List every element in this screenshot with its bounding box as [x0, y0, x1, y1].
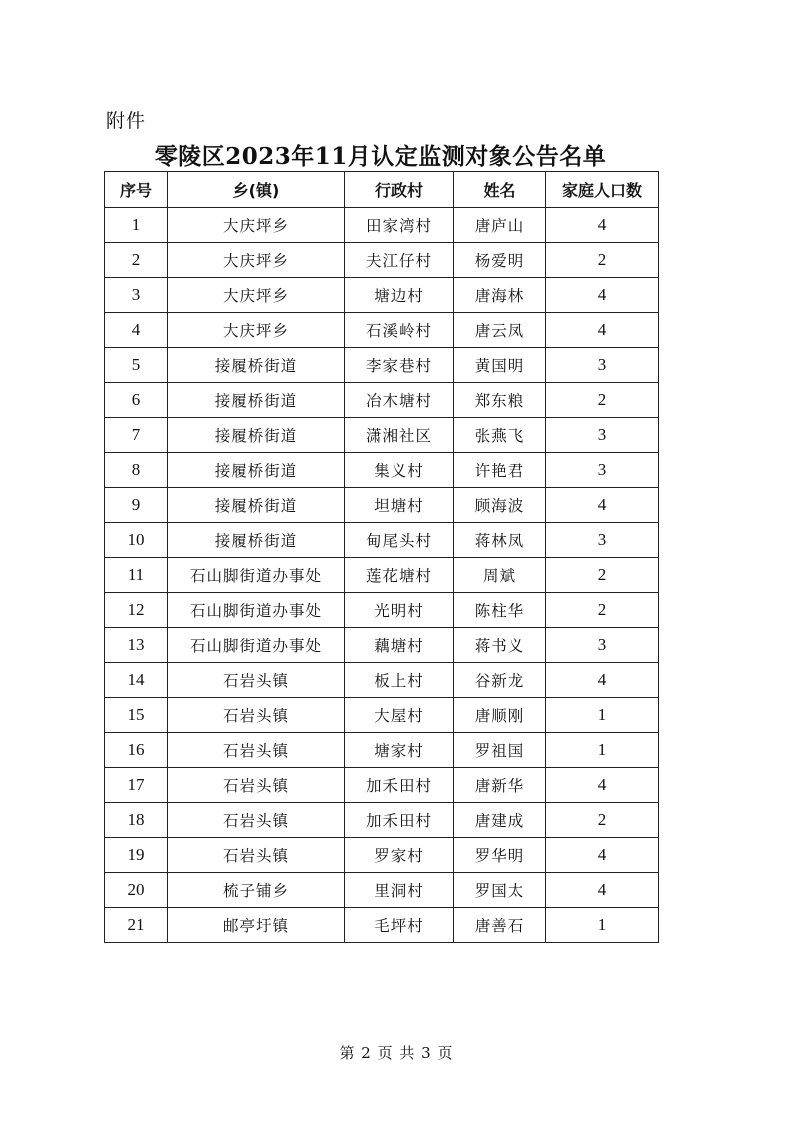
header-village: 行政村	[345, 172, 454, 208]
cell-household-size: 4	[546, 768, 659, 803]
cell-township: 接履桥街道	[168, 418, 345, 453]
cell-serial-number: 17	[105, 768, 168, 803]
table-row	[105, 768, 659, 803]
cell-household-size: 4	[546, 313, 659, 348]
cell-township: 石岩头镇	[168, 768, 345, 803]
cell-village: 塘家村	[345, 733, 454, 768]
cell-village: 板上村	[345, 663, 454, 698]
table-row	[105, 278, 659, 313]
cell-name: 罗祖国	[454, 733, 546, 768]
cell-village: 加禾田村	[345, 803, 454, 838]
cell-serial-number: 8	[105, 453, 168, 488]
cell-serial-number: 1	[105, 208, 168, 243]
cell-name: 唐庐山	[454, 208, 546, 243]
cell-township: 大庆坪乡	[168, 208, 345, 243]
cell-serial-number: 10	[105, 523, 168, 558]
cell-household-size: 4	[546, 278, 659, 313]
table-row	[105, 803, 659, 838]
table-body	[105, 208, 659, 943]
cell-village: 塘边村	[345, 278, 454, 313]
cell-household-size: 3	[546, 453, 659, 488]
cell-household-size: 1	[546, 908, 659, 943]
cell-township: 大庆坪乡	[168, 313, 345, 348]
cell-serial-number: 7	[105, 418, 168, 453]
cell-village: 潇湘社区	[345, 418, 454, 453]
cell-name: 顾海波	[454, 488, 546, 523]
table-row	[105, 243, 659, 278]
table-row	[105, 733, 659, 768]
cell-township: 石山脚街道办事处	[168, 593, 345, 628]
cell-household-size: 4	[546, 488, 659, 523]
cell-village: 大屋村	[345, 698, 454, 733]
cell-township: 石岩头镇	[168, 698, 345, 733]
cell-name: 郑东粮	[454, 383, 546, 418]
cell-serial-number: 13	[105, 628, 168, 663]
cell-serial-number: 21	[105, 908, 168, 943]
cell-serial-number: 2	[105, 243, 168, 278]
cell-household-size: 4	[546, 663, 659, 698]
cell-name: 张燕飞	[454, 418, 546, 453]
header-township: 乡(镇)	[168, 172, 345, 208]
cell-village: 罗家村	[345, 838, 454, 873]
cell-township: 石岩头镇	[168, 803, 345, 838]
table-row	[105, 628, 659, 663]
page-footer: 第 2 页 共 3 页	[339, 1044, 454, 1062]
cell-name: 罗国太	[454, 873, 546, 908]
cell-household-size: 1	[546, 733, 659, 768]
table-row	[105, 838, 659, 873]
cell-name: 唐云凤	[454, 313, 546, 348]
cell-township: 石岩头镇	[168, 838, 345, 873]
table-row	[105, 698, 659, 733]
document-title: 零陵区2023年11月认定监测对象公告名单	[154, 143, 607, 170]
cell-household-size: 4	[546, 208, 659, 243]
header-serial-number: 序号	[105, 172, 168, 208]
cell-township: 大庆坪乡	[168, 278, 345, 313]
cell-serial-number: 6	[105, 383, 168, 418]
cell-township: 石岩头镇	[168, 663, 345, 698]
cell-township: 石山脚街道办事处	[168, 558, 345, 593]
cell-township: 接履桥街道	[168, 453, 345, 488]
cell-township: 接履桥街道	[168, 523, 345, 558]
table-row	[105, 488, 659, 523]
cell-village: 集义村	[345, 453, 454, 488]
cell-township: 邮亭圩镇	[168, 908, 345, 943]
cell-serial-number: 20	[105, 873, 168, 908]
cell-name: 许艳君	[454, 453, 546, 488]
table-row	[105, 313, 659, 348]
cell-name: 周斌	[454, 558, 546, 593]
cell-name: 唐善石	[454, 908, 546, 943]
cell-household-size: 2	[546, 558, 659, 593]
cell-village: 里洞村	[345, 873, 454, 908]
cell-household-size: 3	[546, 418, 659, 453]
cell-name: 唐新华	[454, 768, 546, 803]
table-row	[105, 418, 659, 453]
cell-household-size: 1	[546, 698, 659, 733]
cell-serial-number: 4	[105, 313, 168, 348]
table-row	[105, 348, 659, 383]
cell-name: 唐海林	[454, 278, 546, 313]
cell-village: 石溪岭村	[345, 313, 454, 348]
cell-household-size: 3	[546, 628, 659, 663]
cell-household-size: 2	[546, 593, 659, 628]
cell-name: 唐顺刚	[454, 698, 546, 733]
cell-household-size: 2	[546, 243, 659, 278]
cell-township: 大庆坪乡	[168, 243, 345, 278]
cell-village: 藕塘村	[345, 628, 454, 663]
table-row	[105, 593, 659, 628]
header-name: 姓名	[454, 172, 546, 208]
cell-serial-number: 12	[105, 593, 168, 628]
attachment-label: 附件	[106, 110, 147, 132]
table-row	[105, 873, 659, 908]
cell-village: 光明村	[345, 593, 454, 628]
cell-name: 蒋书义	[454, 628, 546, 663]
cell-township: 石山脚街道办事处	[168, 628, 345, 663]
cell-village: 李家巷村	[345, 348, 454, 383]
cell-serial-number: 5	[105, 348, 168, 383]
cell-household-size: 4	[546, 838, 659, 873]
cell-name: 蒋林凤	[454, 523, 546, 558]
cell-serial-number: 19	[105, 838, 168, 873]
cell-household-size: 2	[546, 803, 659, 838]
cell-household-size: 2	[546, 383, 659, 418]
cell-village: 莲花塘村	[345, 558, 454, 593]
cell-township: 接履桥街道	[168, 488, 345, 523]
table-header-row	[105, 172, 659, 208]
cell-township: 梳子铺乡	[168, 873, 345, 908]
cell-name: 谷新龙	[454, 663, 546, 698]
header-household-size: 家庭人口数	[546, 172, 659, 208]
cell-household-size: 3	[546, 348, 659, 383]
cell-village: 夫江仔村	[345, 243, 454, 278]
table-row	[105, 383, 659, 418]
cell-serial-number: 14	[105, 663, 168, 698]
table-row	[105, 558, 659, 593]
cell-name: 罗华明	[454, 838, 546, 873]
table-row	[105, 523, 659, 558]
cell-village: 田家湾村	[345, 208, 454, 243]
monitoring-roster-table	[104, 171, 659, 943]
cell-village: 冶木塘村	[345, 383, 454, 418]
cell-name: 杨爱明	[454, 243, 546, 278]
cell-village: 甸尾头村	[345, 523, 454, 558]
cell-village: 毛坪村	[345, 908, 454, 943]
cell-serial-number: 18	[105, 803, 168, 838]
cell-township: 接履桥街道	[168, 383, 345, 418]
cell-household-size: 4	[546, 873, 659, 908]
cell-serial-number: 3	[105, 278, 168, 313]
table-row	[105, 453, 659, 488]
table-row	[105, 663, 659, 698]
cell-household-size: 3	[546, 523, 659, 558]
cell-name: 黄国明	[454, 348, 546, 383]
table-row	[105, 908, 659, 943]
cell-village: 坦塘村	[345, 488, 454, 523]
cell-township: 接履桥街道	[168, 348, 345, 383]
table-row	[105, 208, 659, 243]
cell-serial-number: 15	[105, 698, 168, 733]
cell-township: 石岩头镇	[168, 733, 345, 768]
cell-serial-number: 9	[105, 488, 168, 523]
cell-name: 唐建成	[454, 803, 546, 838]
cell-serial-number: 16	[105, 733, 168, 768]
cell-serial-number: 11	[105, 558, 168, 593]
cell-name: 陈柱华	[454, 593, 546, 628]
cell-village: 加禾田村	[345, 768, 454, 803]
